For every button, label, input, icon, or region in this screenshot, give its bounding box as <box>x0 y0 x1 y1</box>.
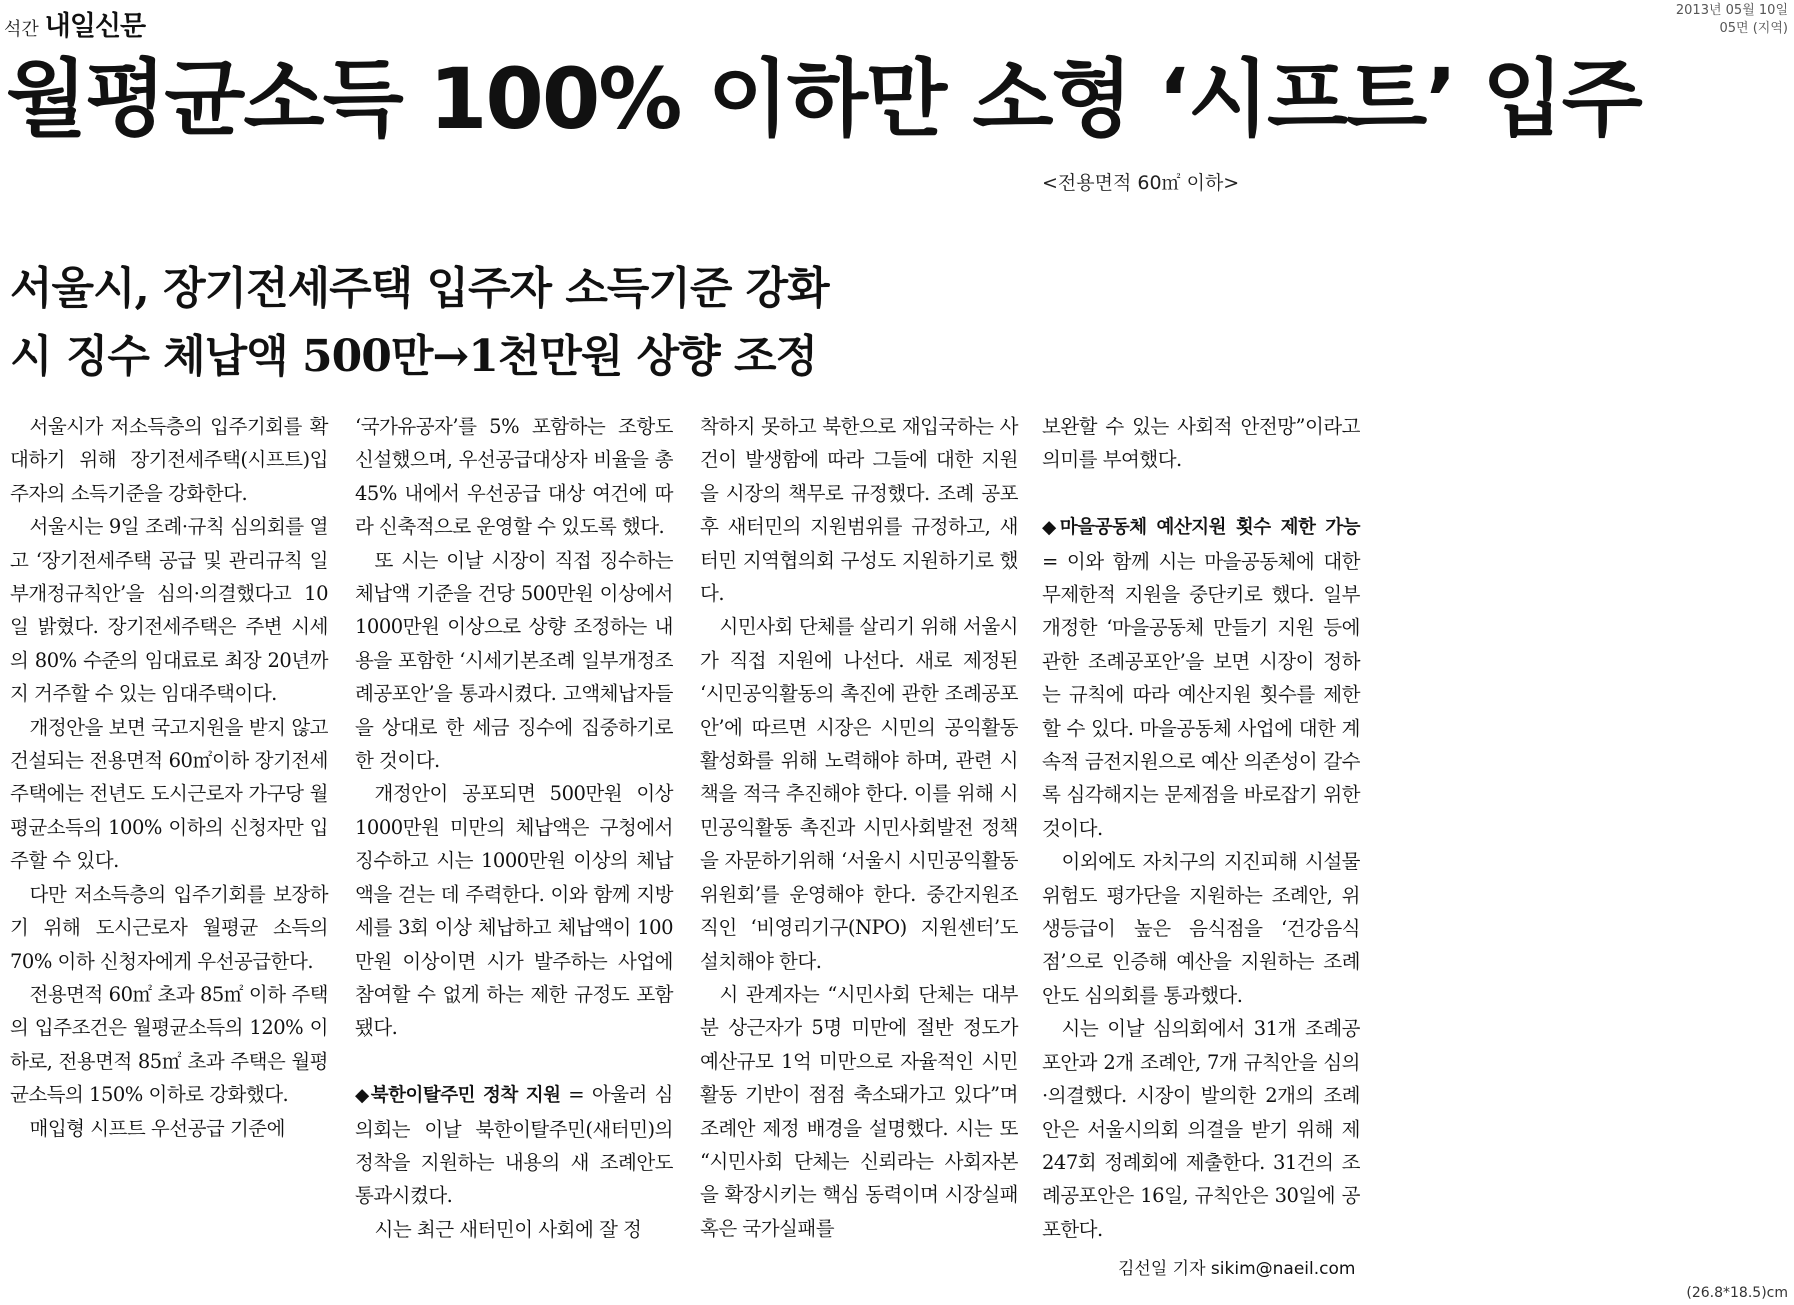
section-text: = 아울러 심의회는 이날 북한이탈주민(새터민)의 정착을 지원하는 내용의 새 조례안도 통과시켰다. <box>355 1083 673 1208</box>
section-text: = 이와 함께 시는 마을공동체에 대한 무제한적 지원을 중단키로 했다. 일부 개정한 ‘마을공동체 만들기 지원 등에 관한 조례공포안’을 보면 시장이 정하는 규칙에 따라 예산지원 횟수를 제한할 수 있다. 마을공동체 사업에 대한 계속적 금전지원으로 예산 의존성이 갈수록 심각해지는 문제점을 바로잡기 위한 것이다. <box>1042 549 1360 840</box>
edition-label: 석간 <box>4 19 39 40</box>
paragraph: 또 시는 이날 시장이 직접 징수하는 체납액 기준을 건당 500만원 이상에서 1000만원 이상으로 상향 조정하는 내용을 포함한 ‘시세기본조례 일부개정조례공포안’을 통과시켰다. 고액체납자들을 상대로 한 세금 징수에 집중하기로 한 것이다. <box>355 548 673 773</box>
paragraph: 매입형 시프트 우선공급 기준에 <box>29 1116 285 1140</box>
subheadline-1: 서울시, 장기전세주택 입주자 소득기준 강화 <box>10 263 829 314</box>
paragraph: 다만 저소득층의 입주기회를 보장하기 위해 도시근로자 월평균 소득의 70% 이하 신청자에게 우선공급한다. <box>10 882 328 973</box>
section-paragraph <box>355 1078 673 1213</box>
paragraph: 시는 최근 새터민이 사회에 잘 정 <box>374 1217 642 1241</box>
byline: 김선일 기자 sikim@naeil.com <box>1118 1259 1356 1279</box>
newspaper-name: 내일신문 <box>44 11 146 42</box>
paragraph: 보완할 수 있는 사회적 안전망”이라고 의미를 부여했다. <box>1042 415 1360 472</box>
paragraph: ‘국가유공자’를 5% 포함하는 조항도 신설했으며, 우선공급대상자 비율을 총 45% 내에서 우선공급 대상 여건에 따라 신축적으로 운영할 수 있도록 했다. <box>355 415 673 539</box>
paragraph: 전용면적 60㎡ 초과 85㎡ 이하 주택의 입주조건은 월평균소득의 120% 이하로, 전용면적 85㎡ 초과 주택은 월평균소득의 150% 이하로 강화했다. <box>10 982 328 1107</box>
paragraph: 서울시가 저소득층의 입주기회를 확대하기 위해 장기전세주택(시프트)입주자의 소득기준을 강화한다. <box>10 415 328 505</box>
paragraph: 시는 이날 심의회에서 31개 조례공포안과 2개 조례안, 7개 규칙안을 심의·의결했다. 시장이 발의한 2개의 조례안은 서울시의회 의결을 받기 위해 제247회 정례회에 제출한다. 31건의 조례공포안은 16일, 규칙안은 30일에 공포한다. <box>1042 1017 1360 1241</box>
section-subhead: ◆마을공동체 예산지원 횟수 제한 가능 <box>1042 517 1360 539</box>
section-paragraph <box>1042 510 1360 845</box>
paragraph: 서울시는 9일 조례·규칙 심의회를 열고 ‘장기전세주택 공급 및 관리규칙 일부개정규칙안’을 심의·의결했다고 10일 밝혔다. 장기전세주택은 주변 시세의 80% 수준의 임대료로 최장 20년까지 거주할 수 있는 임대주택이다. <box>10 515 328 706</box>
article-column-1 <box>10 410 328 1145</box>
paragraph: 착하지 못하고 북한으로 재입국하는 사건이 발생함에 따라 그들에 대한 지원을 시장의 책무로 규정했다. 조례 공포 후 새터민의 지원범위를 규정하고, 새터민 지역협의회 구성도 지원하기로 했다. <box>700 415 1018 606</box>
subheadline-2: 시 징수 체납액 500만→1천만원 상향 조정 <box>10 331 817 382</box>
masthead <box>4 4 145 43</box>
paragraph: 이외에도 자치구의 지진피해 시설물 위험도 평가단을 지원하는 조례안, 위생등급이 높은 음식점을 ‘건강음식점’으로 인증해 예산을 지원하는 조례안도 심의회를 통과했다. <box>1042 850 1360 1007</box>
article-column-2 <box>355 410 673 1246</box>
issue-date: 2013년 05월 10일 <box>1675 3 1788 18</box>
paragraph: 개정안이 공포되면 500만원 이상 1000만원 미만의 체납액은 구청에서 징수하고 시는 1000만원 이상의 체납액을 걷는 데 주력한다. 이와 함께 지방세를 3회 이상 체납하고 체납액이 100만원 이상이면 시가 발주하는 사업에 참여할 수 없게 하는 제한 규정도 포함됐다. <box>355 782 673 1040</box>
page-section: 05면 (지역) <box>1719 21 1788 36</box>
article-size: (26.8*18.5)cm <box>1686 1285 1788 1301</box>
article-column-4 <box>1042 410 1360 1246</box>
issue-meta <box>1676 2 1788 38</box>
headline-note: <전용면적 60㎡ 이하> <box>1042 172 1240 194</box>
paragraph: 시 관계자는 “시민사회 단체는 대부분 상근자가 5명 미만에 절반 정도가 예산규모 1억 미만으로 자율적인 시민활동 기반이 점점 축소돼가고 있다”며 조례안 제정 배경을 설명했다. 시는 또 “시민사회 단체는 신뢰라는 사회자본을 확장시키는 핵심 동력이며 시장실패 혹은 국가실패를 <box>700 982 1018 1240</box>
paragraph: 개정안을 보면 국고지원을 받지 않고 건설되는 전용면적 60㎡이하 장기전세주택에는 전년도 도시근로자 가구당 월평균소득의 100% 이하의 신청자만 입주할 수 있다. <box>10 715 328 873</box>
headline: 월평균소득 100% 이하만 소형 ‘시프트’ 입주 <box>6 50 1641 148</box>
article-column-3 <box>700 410 1018 1245</box>
paragraph: 시민사회 단체를 살리기 위해 서울시가 직접 지원에 나선다. 새로 제정된 ‘시민공익활동의 촉진에 관한 조례공포안’에 따르면 시장은 시민의 공익활동 활성화를 위해 노력해야 하며, 관련 시책을 적극 추진해야 한다. 이를 위해 시민공익활동 촉진과 시민사회발전 정책을 자문하기위해 ‘서울시 시민공익활동위원회’를 운영해야 한다. 중간지원조직인 ‘비영리기구(NPO) 지원센터’도 설치해야 한다. <box>700 615 1018 973</box>
section-subhead: ◆북한이탈주민 정착 지원 <box>355 1085 561 1107</box>
